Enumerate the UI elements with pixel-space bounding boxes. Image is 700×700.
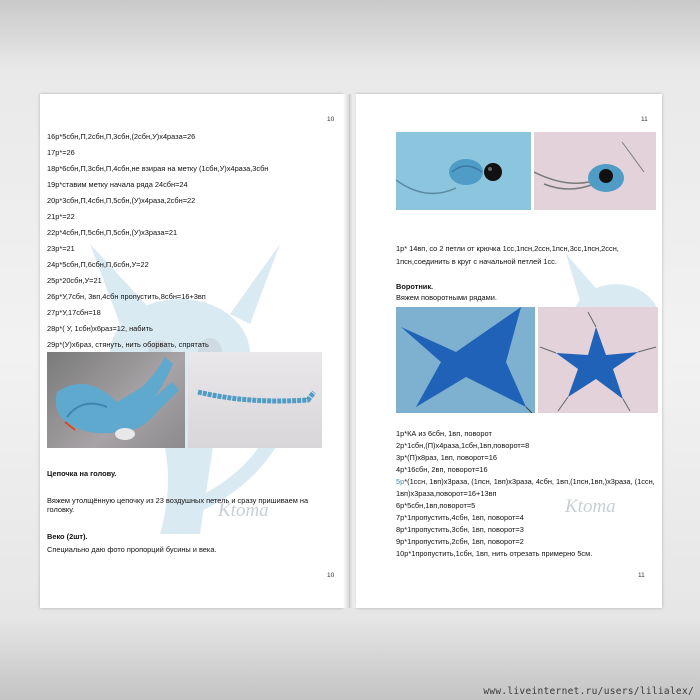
collar-subheading: Вяжем поворотными рядами. xyxy=(396,293,497,302)
row-line xyxy=(396,501,475,510)
right-page xyxy=(356,94,662,608)
page-number-top: 10 xyxy=(327,116,335,123)
collar-heading: Воротник. xyxy=(396,282,434,291)
chain-image xyxy=(188,352,322,448)
row-text: 7р*1пропустить,4сбн, 1вп, поворот=4 xyxy=(396,513,524,522)
left-page xyxy=(40,94,343,608)
row-line: 22р*4сбн,П,5сбн,П,5сбн,(У)х3раза=21 xyxy=(47,228,178,237)
row-line: 16р*5сбн,П,2сбн,П,3сбн,(2сбн,У)х4раза=26 xyxy=(47,132,196,141)
photo-head-piece xyxy=(47,352,185,448)
row-text: 2р*1сбн,(П)х4раза,1сбн,1вп,поворот=8 xyxy=(396,441,530,450)
row-text: 8р*1пропустить,3сбн, 1вп, поворот=3 xyxy=(396,525,524,534)
row-accent-label: 5р xyxy=(396,477,405,486)
row-text: 3р*(П)х8раз, 1вп, поворот=16 xyxy=(396,453,497,462)
row-text: 4р*16сбн, 2вп, поворот=16 xyxy=(396,465,488,474)
row-line: 24р*5сбн,П,6сбн,П,6сбн,У=22 xyxy=(47,260,149,269)
watermark: Ktoma xyxy=(565,496,616,517)
chain-text: Вяжем утолщённую цепочку из 23 воздушных петель и сразу пришиваем на головку. xyxy=(47,496,309,514)
row-line: 28р*( У, 1сбн)х6раз=12, набить xyxy=(47,324,153,333)
row-line xyxy=(396,453,497,462)
eyelid-image xyxy=(396,132,531,210)
row-line xyxy=(396,549,592,558)
row-text: 6р*5сбн,1вп,поворот=5 xyxy=(396,501,476,510)
eyelid-bead-image xyxy=(534,132,656,210)
photo-chain xyxy=(188,352,322,448)
row-text: 10р*1пропустить,1сбн, 1вп, нить отрезать примерно 5см. xyxy=(396,549,593,558)
row-text: 1р*КА из 6сбн, 1вп, поворот xyxy=(396,429,492,438)
page-number-bottom: 11 xyxy=(638,572,645,579)
row-text: 1вп)х3раза,поворот=16+13вп xyxy=(396,489,497,498)
row-line: 25р*20сбн,У=21 xyxy=(47,276,102,285)
collar-star-image xyxy=(538,307,658,413)
photo-collar-1 xyxy=(396,307,535,413)
book-spine xyxy=(343,94,356,608)
row-line: 1р* 14вп, со 2 петли от крючка 1сс,1псн,2ссн,1псн,3сс,1псн,2ссн, xyxy=(396,244,619,253)
row-text: 9р*1пропустить,2сбн, 1вп, поворот=2 xyxy=(396,537,524,546)
row-line xyxy=(396,441,529,450)
row-line xyxy=(396,489,497,498)
row-line: 29р*(У)х6раз, стянуть, нить оборвать, спрятать xyxy=(47,340,209,349)
row-line xyxy=(396,429,492,438)
chain-heading: Цепочка на голову. xyxy=(47,469,117,478)
photo-collar-2 xyxy=(538,307,658,413)
row-line: 27р*У,17сбн=18 xyxy=(47,308,101,317)
row-line: 20р*3сбн,П,4сбн,П,5сбн,(У)х4раза,2сбн=22 xyxy=(47,196,196,205)
row-line: 1псн,соединить в круг с начальной петлей 1сс. xyxy=(396,257,557,266)
row-line xyxy=(396,537,524,546)
eyelid-text: Специально даю фото пропорций бусины и века. xyxy=(47,545,217,554)
row-line: 19р*ставим метку начала ряда 24сбн=24 xyxy=(47,180,188,189)
photo-eyelid-2 xyxy=(534,132,656,210)
row-line xyxy=(396,525,524,534)
row-text: *(1ссн, 1вп)х3раза, (1псн, 1вп)х3раза, 4сбн, 1вп,(1псн,1вп,)х3раза, (1ссн, xyxy=(404,477,655,486)
row-line: 17р*=26 xyxy=(47,148,75,157)
eyelid-heading: Веко (2шт). xyxy=(47,532,88,541)
row-line: 23р*=21 xyxy=(47,244,75,253)
row-line xyxy=(396,513,524,522)
watermark: Ktoma xyxy=(218,500,269,521)
row-line: 26р*У,7сбн, 3вп,4сбн пропустить,8сбн=16+3вп xyxy=(47,292,206,301)
page-number-top: 11 xyxy=(641,116,648,123)
collar-image xyxy=(396,307,535,413)
row-line xyxy=(396,477,655,486)
row-line: 18р*6сбн,П,3сбн,П,4сбн,не взирая на метку (1сбн,У)х4раза,3сбн xyxy=(47,164,269,173)
row-line xyxy=(396,465,488,474)
head-piece-image xyxy=(47,352,185,448)
source-url: www.liveinternet.ru/users/lilialex/ xyxy=(483,686,694,697)
photo-eyelid-1 xyxy=(396,132,531,210)
row-line: 21р*=22 xyxy=(47,212,75,221)
page-number-bottom: 10 xyxy=(327,572,335,579)
